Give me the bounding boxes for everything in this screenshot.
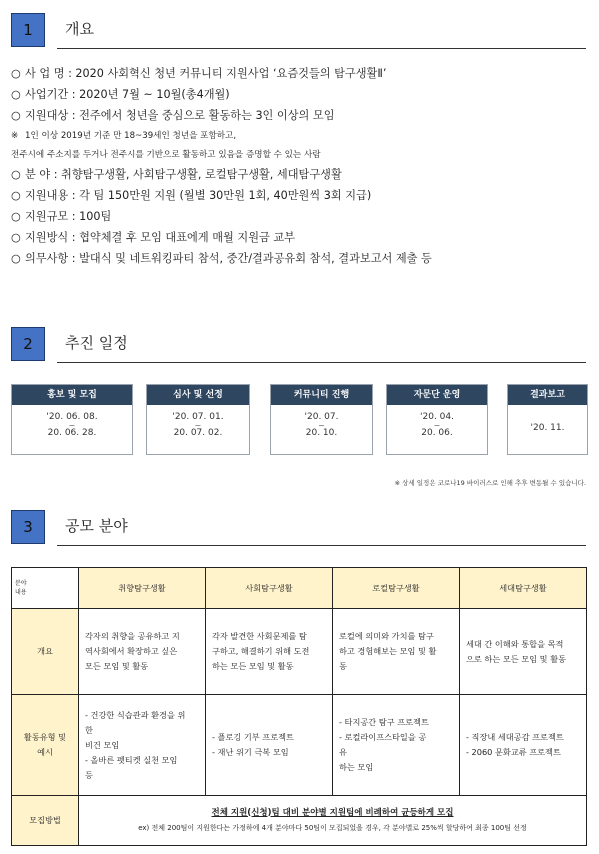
overview-item: ○ 지원대상 : 전주에서 청년을 중심으로 활동하는 3인 이상의 모임 <box>11 109 335 122</box>
schedule-date: '20. 07. ~ 20. 10. <box>304 412 339 438</box>
schedule-label: 결과보고 <box>508 385 587 405</box>
section-1-header <box>11 13 586 49</box>
table-row <box>12 695 587 796</box>
schedule-box <box>11 384 133 455</box>
table-cell: - 직장내 세대공감 프로젝트 - 2060 문화교류 프로젝트 <box>460 695 587 796</box>
table-corner: 분야 내용 <box>12 568 79 609</box>
table-cell: - 타지공간 탐구 프로젝트 - 로컬라이프스타일을 공 유 하는 모임 <box>333 695 460 796</box>
schedule-date: '20. 06. 08. ~ 20. 06. 28. <box>46 412 98 438</box>
divider <box>57 362 586 363</box>
fields-table <box>11 567 587 846</box>
schedule-box <box>386 384 488 455</box>
schedule-note: ※ 상세 일정은 코로나19 바이러스로 인해 추후 변동될 수 있습니다. <box>394 479 586 487</box>
overview-item: ○ 의무사항 : 발대식 및 네트워킹파티 참석, 중간/결과공유회 참석, 결과보고서 제출 등 <box>11 252 432 265</box>
overview-item: ○ 사업기간 : 2020년 7월 ~ 10월(총4개월) <box>11 88 230 101</box>
table-row <box>12 796 587 846</box>
table-cell: 세대 간 이해와 통합을 목적 으로 하는 모든 모임 및 활동 <box>460 609 587 695</box>
schedule-date: '20. 11. <box>530 423 565 433</box>
section-title: 공모 분야 <box>65 517 128 535</box>
schedule-label: 홍보 및 모집 <box>12 385 132 405</box>
table-cell: 로컬에 의미와 가치를 탐구 하고 경험해보는 모임 및 활 동 <box>333 609 460 695</box>
overview-item: ○ 지원내용 : 각 팀 150만원 지원 (월별 30만원 1회, 40만원씩 3회 지급) <box>11 189 372 202</box>
schedule-label: 자문단 운영 <box>387 385 487 405</box>
schedule-date: '20. 07. 01. ~ 20. 07. 02. <box>172 412 224 438</box>
overview-item: ○ 지원방식 : 협약체결 후 모임 대표에게 매월 지원금 교부 <box>11 231 295 244</box>
method-example-text: ex) 전체 200팀이 지원한다는 가정하에 4개 분야마다 50팀이 모집되었을 경우, 각 분야별로 25%씩 할당하여 최종 100팀 선정 <box>138 823 527 832</box>
section-number: 3 <box>11 510 45 544</box>
section-title: 개요 <box>65 20 94 38</box>
method-main-text: 전체 지원(신청)팀 대비 분야별 지원팀에 비례하여 균등하게 모집 <box>211 807 454 818</box>
overview-item: ○ 분 야 : 취향탐구생활, 사회탐구생활, 로컬탐구생활, 세대탐구생활 <box>11 168 342 181</box>
table-cell: - 플로깅 기부 프로젝트 - 재난 위기 극복 모임 <box>206 695 333 796</box>
schedule-box <box>270 384 373 455</box>
schedule-box <box>507 384 588 455</box>
divider <box>57 48 586 49</box>
row-header: 활동유형 및 예시 <box>12 695 79 796</box>
table-cell: - 건강한 식습관과 환경을 위 한 비건 모임 - 올바른 펫티켓 실천 모임 등 <box>79 695 206 796</box>
table-header-row <box>12 568 587 609</box>
overview-note: ※ 1인 이상 2019년 기준 만 18~39세인 청년을 포함하고, <box>11 131 237 141</box>
divider <box>57 545 586 546</box>
schedule-date: '20. 04. ~ 20. 06. <box>420 412 454 438</box>
row-header: 개요 <box>12 609 79 695</box>
section-number: 1 <box>11 13 45 47</box>
table-cell: 각자의 취향을 공유하고 지 역사회에서 확장하고 싶은 모든 모임 및 활동 <box>79 609 206 695</box>
overview-note: 전주시에 주소지를 두거나 전주시를 기반으로 활동하고 있음을 증명할 수 있는 사람 <box>11 150 321 160</box>
overview-item: ○ 지원규모 : 100팀 <box>11 210 112 223</box>
column-header: 로컬탐구생활 <box>333 568 460 609</box>
schedule-label: 심사 및 선정 <box>147 385 249 405</box>
column-header: 사회탐구생활 <box>206 568 333 609</box>
schedule-box <box>146 384 250 455</box>
table-row <box>12 609 587 695</box>
section-number: 2 <box>11 327 45 361</box>
overview-item: ○ 사 업 명 : 2020 사회혁신 청년 커뮤니티 지원사업 ‘요즘것들의 탐구생활Ⅱ’ <box>11 67 387 80</box>
table-cell: 각자 발견한 사회문제를 탐 구하고, 해결하기 위해 도전 하는 모든 모임 및 활동 <box>206 609 333 695</box>
section-3-header <box>11 510 586 546</box>
column-header: 취향탐구생활 <box>79 568 206 609</box>
schedule-label: 커뮤니티 진행 <box>271 385 372 405</box>
section-2-header <box>11 327 586 363</box>
section-title: 추진 일정 <box>65 334 128 352</box>
overview-list <box>11 66 591 272</box>
method-cell <box>79 796 587 846</box>
row-header: 모집방법 <box>12 796 79 846</box>
column-header: 세대탐구생활 <box>460 568 587 609</box>
